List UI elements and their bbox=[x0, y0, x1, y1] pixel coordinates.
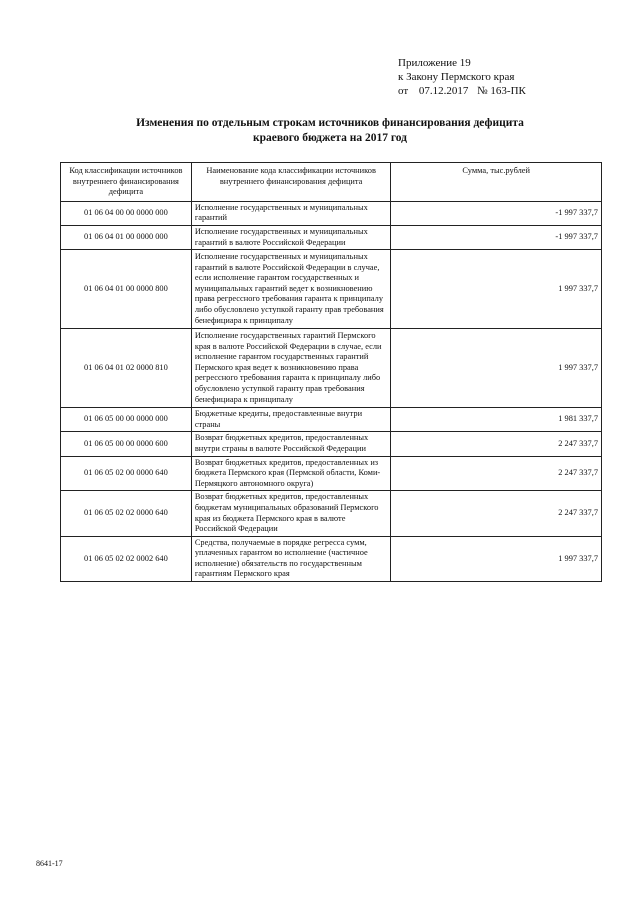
table-row bbox=[61, 250, 602, 329]
row-name: Средства, получаемые в порядке регресса сумм, уплаченных гарантом во исполнение (частичное исполнение) обязательств по государственным гарантиям Пермского края bbox=[191, 536, 391, 581]
table-row bbox=[61, 225, 602, 249]
table-row bbox=[61, 408, 602, 432]
row-name: Возврат бюджетных кредитов, предоставленных бюджетам муниципальных образований Пермского края из бюджета Пермского края в валюте Российской Федерации bbox=[191, 491, 391, 536]
table-row bbox=[61, 491, 602, 536]
row-code: 01 06 04 01 02 0000 810 bbox=[61, 329, 192, 408]
row-amount: 2 247 337,7 bbox=[391, 456, 602, 491]
appendix-date-prefix: от bbox=[398, 85, 409, 97]
row-name: Исполнение государственных и муниципальных гарантий в валюте Российской Федерации в случае, если исполнение гарантом государственных и муниципальных гарантий ведет к возникновению права регрессного требования гаранта к принципалу либо обусловлено уступкой гаранту прав требования бенефициара к принципалу bbox=[191, 250, 391, 329]
row-name: Возврат бюджетных кредитов, предоставленных внутри страны в валюте Российской Федерации bbox=[191, 432, 391, 456]
row-amount: 1 981 337,7 bbox=[391, 408, 602, 432]
appendix-law-number: № 163-ПК bbox=[477, 85, 526, 97]
row-amount: 1 997 337,7 bbox=[391, 250, 602, 329]
appendix-law-reference: к Закону Пермского края bbox=[398, 71, 515, 83]
row-amount: 1 997 337,7 bbox=[391, 329, 602, 408]
appendix-date: 07.12.2017 bbox=[418, 85, 469, 97]
title-line-2: краевого бюджета на 2017 год bbox=[252, 132, 408, 144]
table-header-row bbox=[61, 163, 602, 202]
row-amount: -1 997 337,7 bbox=[391, 201, 602, 225]
table-row bbox=[61, 432, 602, 456]
header-name: Наименование кода классификации источников внутреннего финансирования дефицита bbox=[191, 163, 391, 202]
row-code: 01 06 05 02 02 0000 640 bbox=[61, 491, 192, 536]
row-amount: -1 997 337,7 bbox=[391, 225, 602, 249]
table-row bbox=[61, 201, 602, 225]
row-name: Исполнение государственных и муниципальных гарантий в валюте Российской Федерации bbox=[191, 225, 391, 249]
row-code: 01 06 04 01 00 0000 800 bbox=[61, 250, 192, 329]
appendix-header bbox=[398, 56, 526, 98]
table-row bbox=[61, 329, 602, 408]
row-code: 01 06 04 01 00 0000 000 bbox=[61, 225, 192, 249]
table-row bbox=[61, 536, 602, 581]
table-row bbox=[61, 456, 602, 491]
row-code: 01 06 05 00 00 0000 000 bbox=[61, 408, 192, 432]
document-title bbox=[60, 116, 600, 146]
header-code: Код классификации источников внутреннего финансирования дефицита bbox=[61, 163, 192, 202]
row-name: Возврат бюджетных кредитов, предоставленных из бюджета Пермского края (Пермской области, Коми-Пермяцкого автономного округа) bbox=[191, 456, 391, 491]
row-code: 01 06 05 00 00 0000 600 bbox=[61, 432, 192, 456]
row-name: Бюджетные кредиты, предоставленные внутри страны bbox=[191, 408, 391, 432]
appendix-number: Приложение 19 bbox=[398, 57, 471, 69]
row-amount: 2 247 337,7 bbox=[391, 432, 602, 456]
document-code: 8641-17 bbox=[36, 859, 63, 868]
header-amount: Сумма, тыс.рублей bbox=[391, 163, 602, 202]
financing-sources-table bbox=[60, 162, 602, 582]
title-line-1: Изменения по отдельным строкам источников финансирования дефицита bbox=[136, 117, 524, 129]
row-amount: 2 247 337,7 bbox=[391, 491, 602, 536]
row-code: 01 06 05 02 02 0002 640 bbox=[61, 536, 192, 581]
row-name: Исполнение государственных гарантий Пермского края в валюте Российской Федерации в случае, если исполнение гарантом государственных гарантий Пермского края ведет к возникновению права регрессного требования гаранта к принципалу либо обусловлено уступкой гаранту прав требования бенефициара к принципалу bbox=[191, 329, 391, 408]
row-code: 01 06 05 02 00 0000 640 bbox=[61, 456, 192, 491]
row-name: Исполнение государственных и муниципальных гарантий bbox=[191, 201, 391, 225]
appendix-date-line bbox=[398, 84, 526, 98]
row-code: 01 06 04 00 00 0000 000 bbox=[61, 201, 192, 225]
row-amount: 1 997 337,7 bbox=[391, 536, 602, 581]
